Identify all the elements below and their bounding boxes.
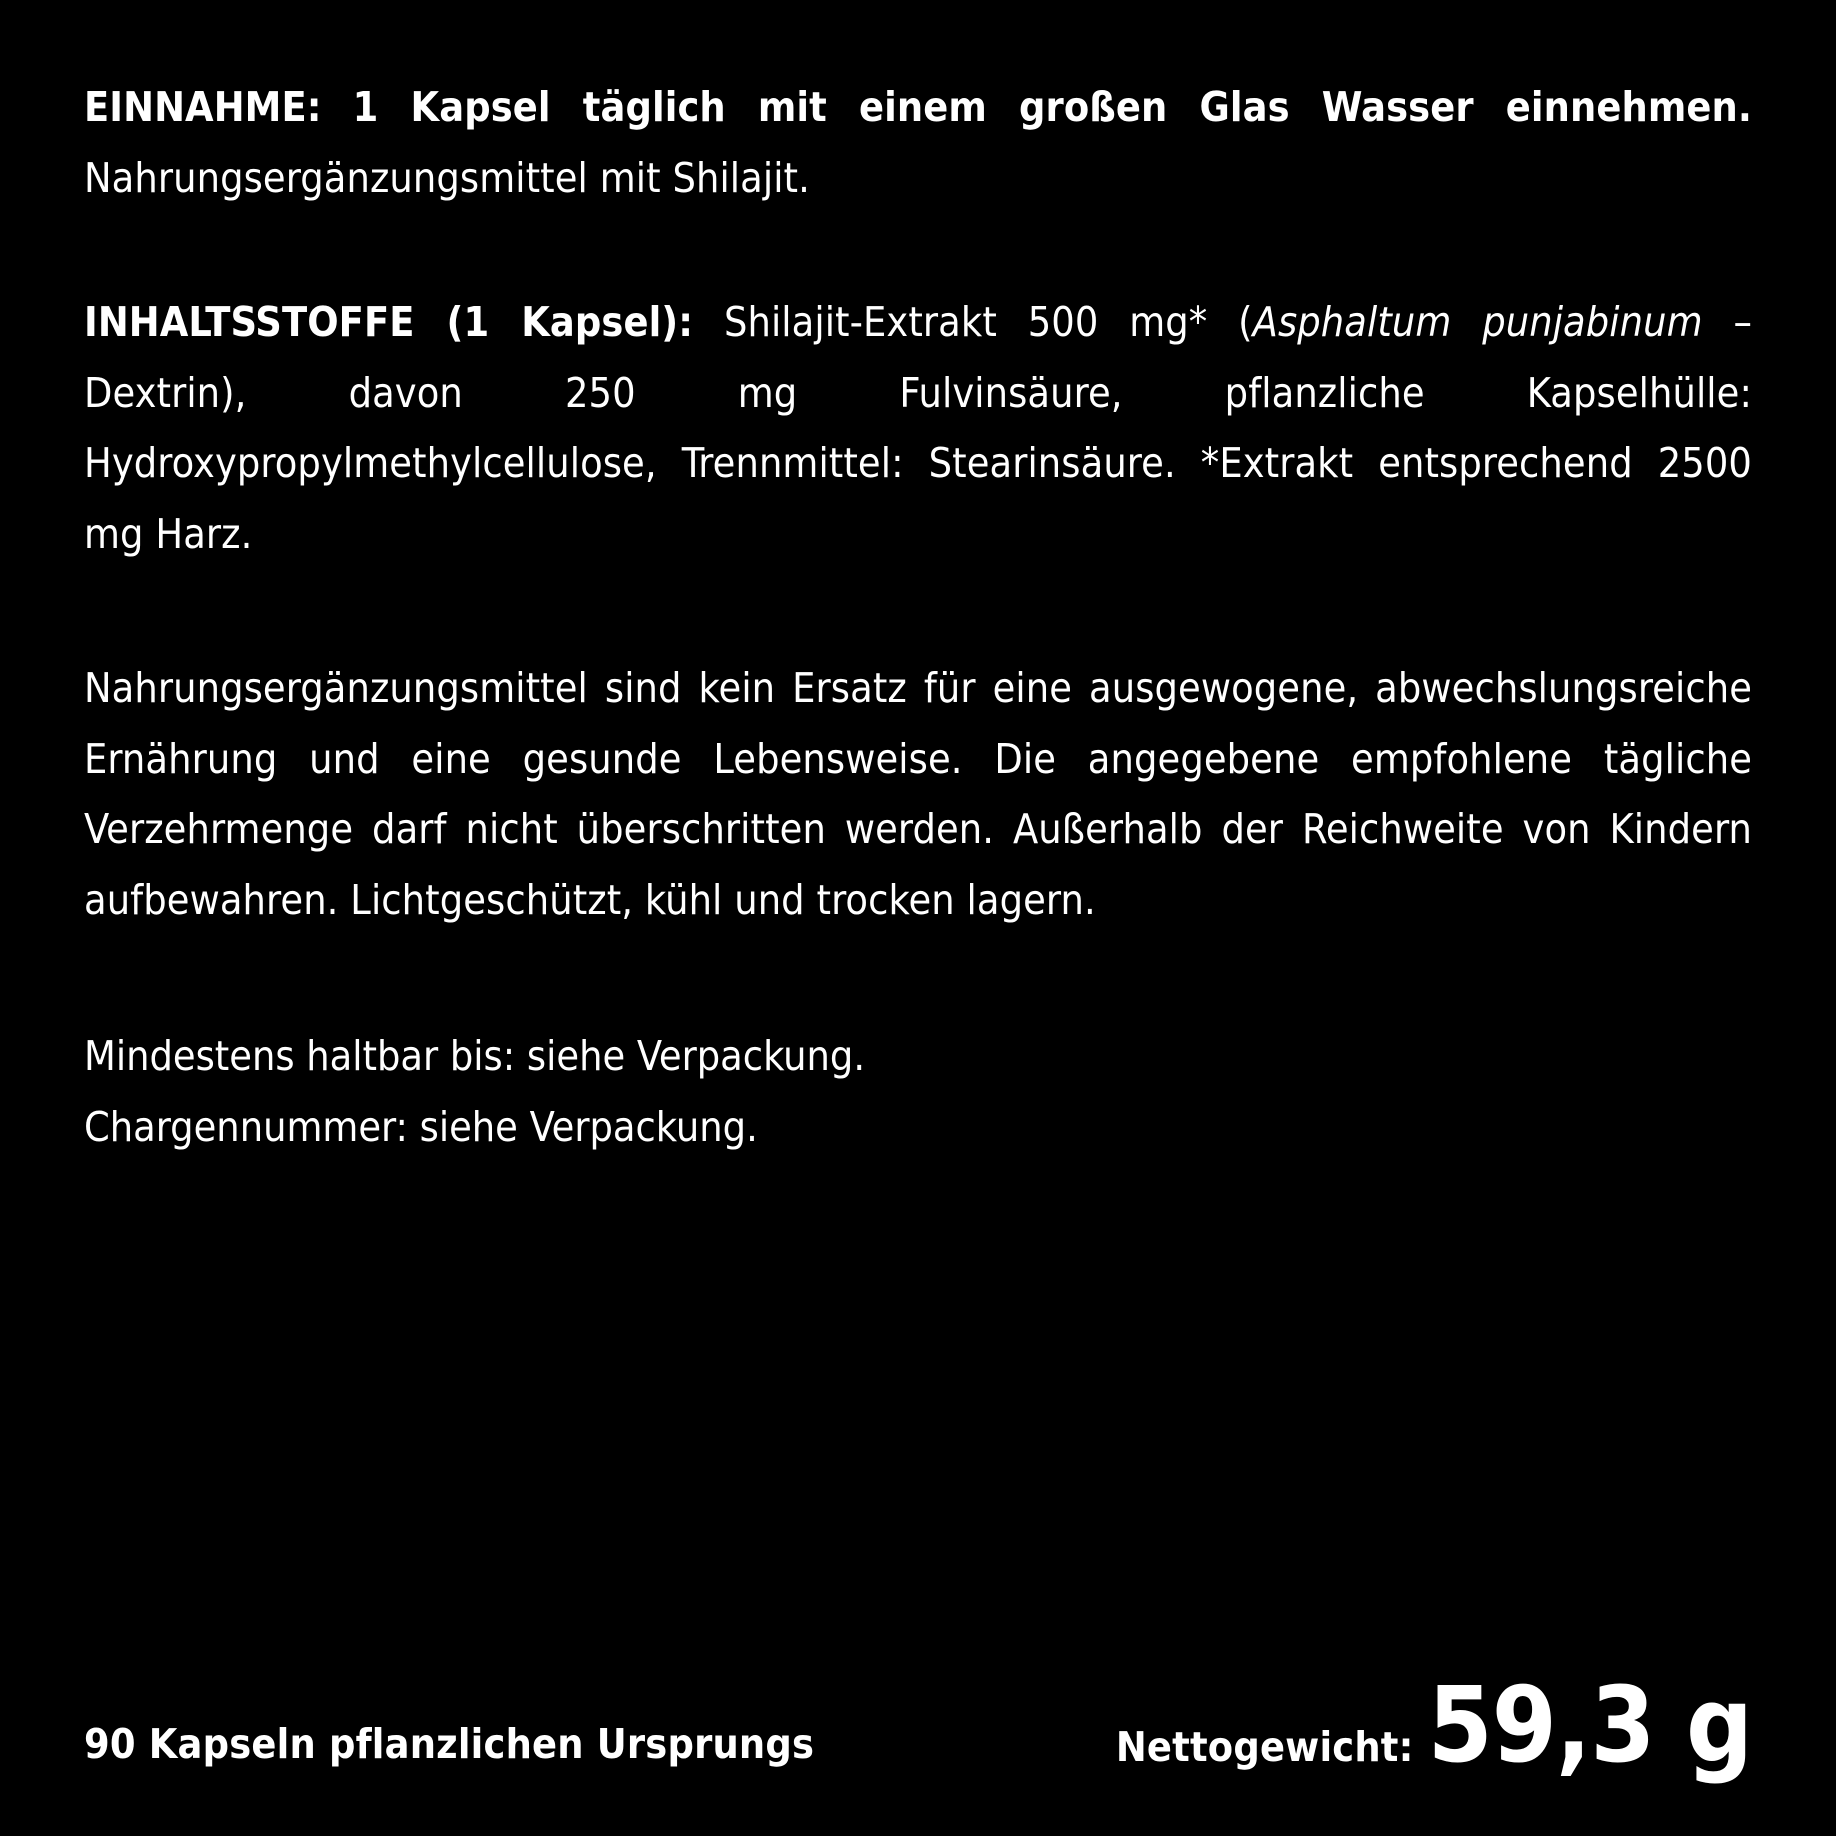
footer-bar xyxy=(84,1664,1752,1787)
net-weight-value: 59,3 g xyxy=(1427,1664,1752,1787)
dosage-body: Nahrungsergänzungsmittel mit Shilajit. xyxy=(84,153,810,202)
ingredients-body-part1: Shilajit-Extrakt 500 mg* ( xyxy=(723,298,1253,347)
ingredients-body-part2: – Dextrin), davon 250 mg Fulvinsäure, pflanzliche Kapselhülle: Hydroxypropylmethylcellulose, Trennmittel: Stearinsäure. *Extrakt entsprechend 2500 mg Harz. xyxy=(84,298,1752,558)
dosage-paragraph xyxy=(84,72,1752,213)
disclaimer-paragraph: Nahrungsergänzungsmittel sind kein Ersatz für eine ausgewogene, abwechslungsreiche Ernährung und eine gesunde Lebensweise. Die angegebene empfohlene tägliche Verzehrmenge darf nicht überschritten werden. Außerhalb der Reichweite von Kindern aufbewahren. Lichtgeschützt, kühl und trocken lagern. xyxy=(84,664,1752,924)
dosage-heading-rest: 1 Kapsel täglich mit einem großen Glas Wasser einnehmen. xyxy=(352,83,1752,131)
dosage-heading: EINNAHME: xyxy=(84,83,322,131)
dates-block xyxy=(84,1021,1752,1162)
ingredients-species-name: Asphaltum punjabinum xyxy=(1252,298,1703,347)
net-weight-label: Nettogewicht: xyxy=(1115,1723,1414,1772)
best-before-line: Mindestens haltbar bis: siehe Verpackung. xyxy=(84,1032,866,1081)
ingredients-paragraph xyxy=(84,287,1752,569)
capsule-count-text: 90 Kapseln pflanzlichen Ursprungs xyxy=(84,1720,815,1768)
ingredients-heading: INHALTSSTOFFE (1 Kapsel): xyxy=(84,298,694,347)
net-weight-group xyxy=(1115,1664,1752,1787)
batch-number-line: Chargennummer: siehe Verpackung. xyxy=(84,1102,758,1151)
